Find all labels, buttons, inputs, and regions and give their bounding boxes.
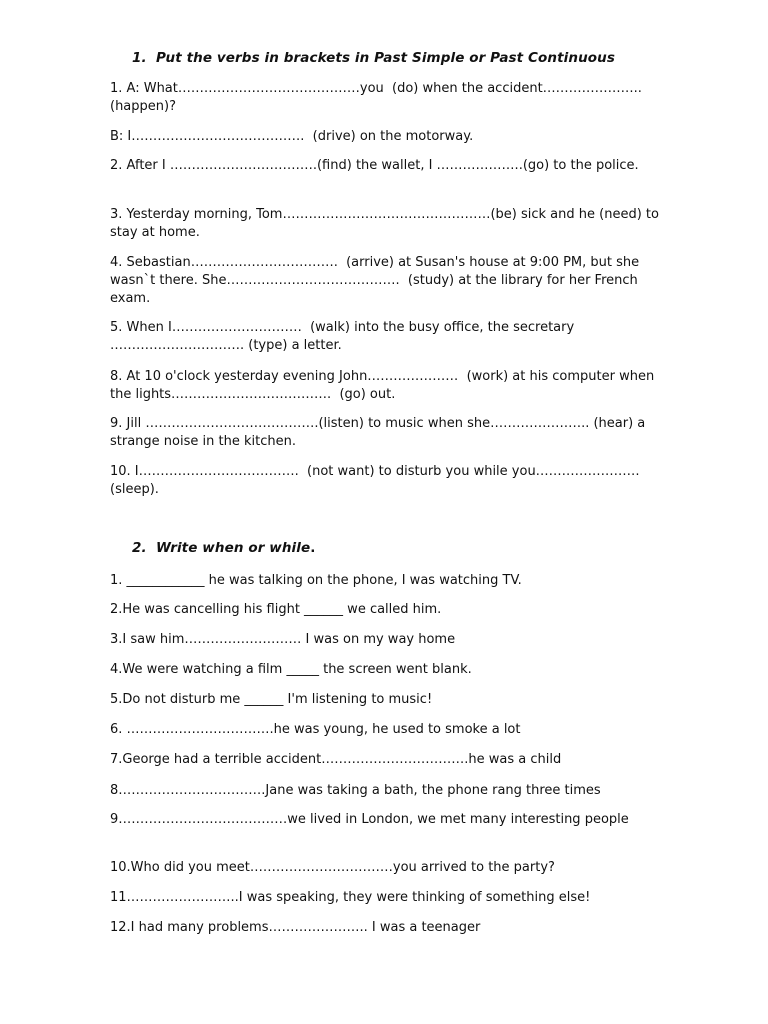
section-2-title-period: . <box>310 540 316 556</box>
section-2-item-10: 10.Who did you meet……………………………you arrived to the party? <box>110 860 555 875</box>
section-1-item-1: 1. A: What……………………………………you (do) when the accident………………….. (happen)? <box>110 81 651 114</box>
section-1-title: Put the verbs in brackets in Past Simple or Past Continuous <box>156 50 616 66</box>
section-2-item-6: 6. …………………………….he was young, he used to smoke a lot <box>110 722 521 737</box>
section-2-item-4: 4.We were watching a film _____ the screen went blank. <box>110 662 472 677</box>
section-1-number: 1. <box>132 50 147 66</box>
section-1-heading <box>132 50 615 66</box>
section-2-item-2: 2.He was cancelling his flight ______ we called him. <box>110 602 442 617</box>
section-2-item-5: 5.Do not disturb me ______ I'm listening to music! <box>110 692 433 707</box>
section-1-item-3: 3. Yesterday morning, Tom…………………………………………(be) sick and he (need) to stay at home. <box>110 207 664 240</box>
section-2-item-3: 3.I saw him……………………… I was on my way home <box>110 632 456 647</box>
section-2-item-11: 11……………………..I was speaking, they were thinking of something else! <box>110 890 591 905</box>
section-2-item-1: 1. ____________ he was talking on the phone, I was watching TV. <box>110 573 522 588</box>
section-1-item-2: 2. After I …………………………….(find) the wallet, I ………………..(go) to the police. <box>110 158 639 173</box>
section-1-item-5: 5. When I………………………… (walk) into the busy office, the secretary …………………………. (type) a letter. <box>110 320 579 353</box>
section-2-title: Write when or while <box>156 540 311 556</box>
section-2-item-8: 8…………………………….Jane was taking a bath, the phone rang three times <box>110 783 601 798</box>
section-1-item-1b: B: I…………………………………. (drive) on the motorway. <box>110 129 474 144</box>
section-1-item-8: 8. At 10 o'clock yesterday evening John………………… (work) at his computer when the lights………………………………. (go) out. <box>110 369 659 402</box>
section-2-item-12: 12.I had many problems………………….. I was a teenager <box>110 920 481 935</box>
section-2-item-7: 7.George had a terrible accident…………………………….he was a child <box>110 752 562 767</box>
section-2-heading <box>132 540 316 556</box>
section-2-number: 2. <box>132 540 147 556</box>
section-1-item-4: 4. Sebastian……………………………. (arrive) at Susan's house at 9:00 PM, but she wasn`t there. She…………………………………. (study) at the library for her French exam. <box>110 255 644 306</box>
section-2-item-9: 9…………………………………we lived in London, we met many interesting people <box>110 812 629 827</box>
section-1-item-9: 9. Jill ………………………………….(listen) to music when she………………….. (hear) a strange noise in the kitchen. <box>110 416 650 449</box>
section-1-item-10: 10. I………………………………. (not want) to disturb you while you…………………… (sleep). <box>110 464 648 497</box>
